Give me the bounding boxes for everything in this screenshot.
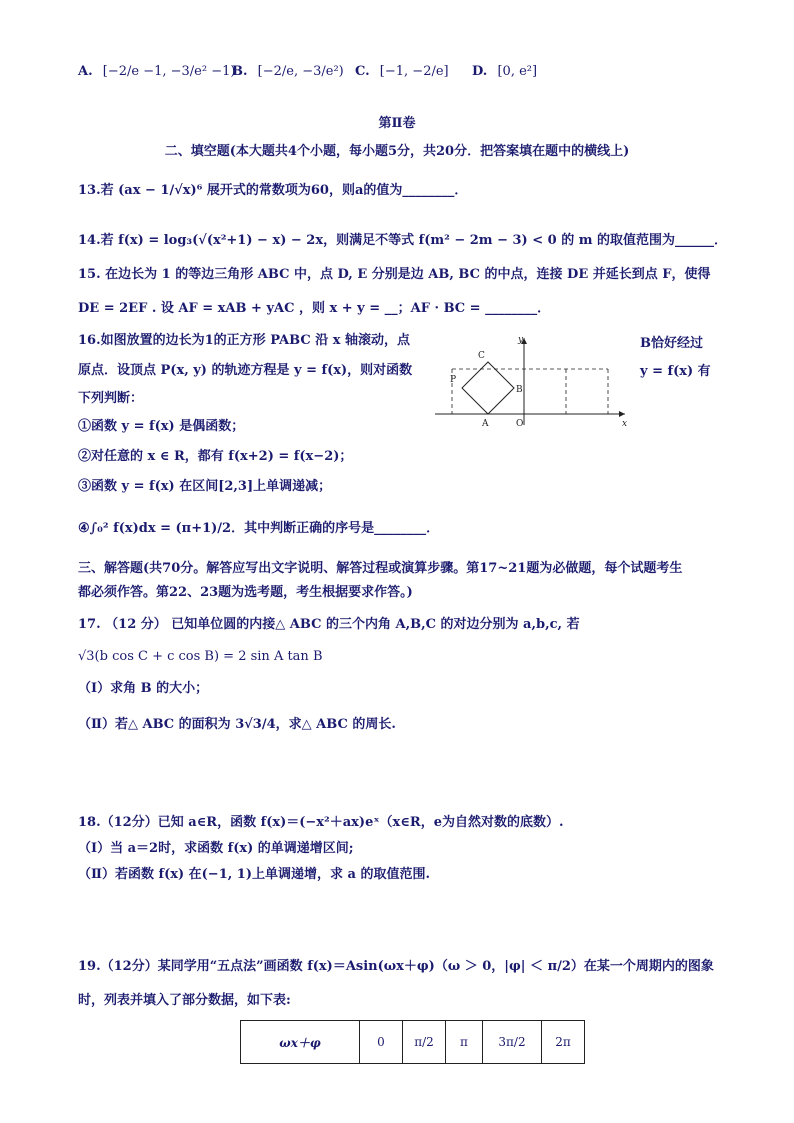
answer-heading-line2: 都必须作答。第22、23题为选考题，考生根据要求作答。) [78,585,413,600]
question-17-part2: （Ⅱ）若△ ABC 的面积为 3√3/4，求△ ABC 的周长. [78,717,396,732]
question-19-line1: 19.（12分）某同学用“五点法”画函数 f(x)＝Asin(ωx＋φ)（ω ＞ 0，|φ| ＜ π/2）在某一个周期内的图象 [78,959,714,974]
question-16-line1-right: B恰好经过 [640,336,703,351]
option-d [472,64,537,79]
label-a: A [482,419,489,429]
question-17-line2: √3(b cos C + c cos B) = 2 sin A tan B [78,649,323,664]
table-cell: π/2 [403,1021,446,1064]
x-axis-arrow-icon [619,411,625,417]
option-b-label: B. [232,64,248,79]
question-18-part1: （Ⅰ）当 a＝2时，求函数 f(x) 的单调递增区间; [78,841,354,856]
five-point-table [240,1020,585,1064]
option-a [78,64,235,79]
option-a-label: A. [78,64,93,79]
label-x: x [622,419,628,429]
label-p: P [450,375,457,385]
question-18-part2: （Ⅱ）若函数 f(x) 在(−1, 1)上单调递增，求 a 的取值范围. [78,867,430,882]
label-c: C [478,351,485,361]
option-b [232,64,344,79]
option-d-label: D. [472,64,488,79]
table-cell: 3π/2 [483,1021,542,1064]
option-c-label: C. [355,64,370,79]
question-16-line2-right: y = f(x) 有 [640,364,711,379]
question-16-item1: ①函数 y = f(x) 是偶函数； [78,419,245,434]
square-pabc [462,362,514,414]
table-header-cell: ωx＋φ [241,1021,360,1064]
option-a-value: [−2/e −1, −3/e² −1) [102,64,236,79]
option-c [355,64,449,79]
question-14: 14.若 f(x) = log₃(√(x²+1) − x) − 2x，则满足不等式 f(m² − 2m − 3) < 0 的 m 的取值范围为______． [78,233,728,248]
label-y: y [518,335,524,345]
section-title: 第Ⅱ卷 [378,116,416,131]
answer-heading-line1: 三、解答题(共70分。解答应写出文字说明、解答过程或演算步骤。第17~21题为必做题，每个试题考生 [78,561,683,576]
question-16-line2: 原点．设顶点 P(x, y) 的轨迹方程是 y = f(x)，则对函数 [78,363,413,378]
fill-heading: 二、填空题(本大题共4个小题，每小题5分，共20分．把答案填在题中的横线上) [164,144,630,159]
option-b-value: [−2/e, −3/e²) [257,64,344,79]
table-cell: 2π [542,1021,585,1064]
option-d-value: [0, e²] [497,64,538,79]
label-b: B [516,385,523,395]
question-16-item3: ③函数 y = f(x) 在区间[2,3]上单调递减； [78,479,332,494]
question-16-line1: 16.如图放置的边长为1的正方形 PABC 沿 x 轴滚动，点 [78,333,411,348]
table-cell: π [446,1021,483,1064]
question-19-line2: 时，列表并填入了部分数据，如下表: [78,993,291,1008]
label-o: O [516,419,524,429]
question-15-line1: 15. 在边长为 1 的等边三角形 ABC 中，点 D, E 分别是边 AB, BC 的中点，连接 DE 并延长到点 F，使得 [78,267,711,282]
question-17-part1: （Ⅰ）求角 B 的大小； [78,681,209,696]
question-16-line3: 下列判断： [78,391,144,406]
question-18-line1: 18.（12分）已知 a∈R，函数 f(x)＝(−x²＋ax)eˣ（x∈R，e为自然对数的底数）. [78,815,564,830]
question-17-line1: 17. （12 分） 已知单位圆的内接△ ABC 的三个内角 A,B,C 的对边分别为 a,b,c, 若 [78,617,580,632]
question-16-item4: ④∫₀² f(x)dx = (π+1)/2．其中判断正确的序号是________． [78,521,440,536]
table-cell: 0 [360,1021,403,1064]
question-15-line2: DE = 2EF . 设 AF = xAB + yAC ，则 x + y = __；AF · BC = ________． [78,301,551,316]
rolling-square-figure [430,330,630,430]
question-16-item2: ②对任意的 x ∈ R，都有 f(x+2) = f(x−2)； [78,449,353,464]
question-13: 13.若 (ax − 1/√x)⁶ 展开式的常数项为60，则a的值为________． [78,183,468,198]
option-c-value: [−1, −2/e] [379,64,449,79]
table-row [241,1021,585,1064]
